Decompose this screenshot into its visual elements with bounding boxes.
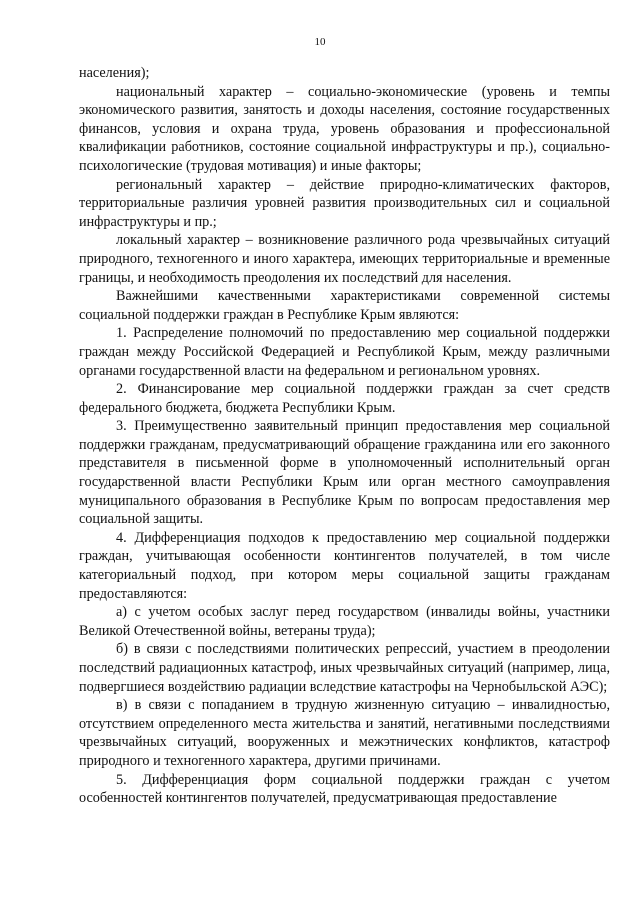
sub-item-b: б) в связи с последствиями политических репрессий, участием в преодолении последствий радиационных катастроф, иных чрезвычайных ситуаций (например, лица, подвергшиеся воздействию радиации вследствие катастрофы на Чернобыльской АЭС); [79,641,610,695]
paragraph-continuation: населения); [79,65,150,81]
list-item-2: 2. Финансирование мер социальной поддержки граждан за счет средств федерального бюджета, бюджета Республики Крым. [79,381,610,416]
paragraph-local-character: локальный характер – возникновение различного рода чрезвычайных ситуаций природного, техногенного и иного характера, имеющих территориальные и временные границы, и необходимость преодоления их последствий для населения. [79,232,610,286]
paragraph-regional-character: региональный характер – действие природно-климатических факторов, территориальные различия уровней развития производительных сил и социальной инфраструктуры и пр.; [79,176,610,230]
list-item-3: 3. Преимущественно заявительный принцип предоставления мер социальной поддержки гражданам, предусматривающий обращение гражданина или его законного представителя в письменной форме в уполномоченный исполнительный орган государственной власти Республики Крым или орган местного самоуправления муниципального образования в Республике Крым по вопросам предоставления мер социальной защиты. [79,418,610,528]
sub-item-v: в) в связи с попаданием в трудную жизненную ситуацию – инвалидностью, отсутствием определенного места жительства и занятий, негативными последствиями чрезвычайных ситуаций, вооруженных и межэтнических конфликтов, катастроф природного и техногенного характера, другими причинами. [79,697,610,769]
list-item-1: 1. Распределение полномочий по предоставлению мер социальной поддержки граждан между Российской Федерацией и Республикой Крым, между различными органами государственной власти на федеральном и региональном уровнях. [79,325,610,379]
list-item-5: 5. Дифференциация форм социальной поддержки граждан с учетом особенностей контингентов получателей, предусматривающая предоставление [79,771,610,807]
list-item-4: 4. Дифференциация подходов к предоставлению мер социальной поддержки граждан, учитывающая особенности контингентов получателей, в том числе категориальный подход, при котором меры социальной защиты гражданам предоставляются: [79,529,610,602]
paragraph-key-characteristics: Важнейшими качественными характеристиками современной системы социальной поддержки граждан в Республике Крым являются: [79,288,610,323]
sub-item-a: а) с учетом особых заслуг перед государством (инвалиды войны, участники Великой Отечественной войны, ветераны труда); [79,604,610,639]
document-body [79,64,610,808]
page-number: 10 [314,36,326,48]
paragraph-national-character: национальный характер – социально-экономические (уровень и темпы экономического развития, занятость и доходы населения, состояние государственных финансов, условия и охрана труда, уровень образования и профессиональной квалификации работников, состояние социальной инфраструктуры и пр.), социально-психологические (трудовая мотивация) и иные факторы; [79,83,610,174]
